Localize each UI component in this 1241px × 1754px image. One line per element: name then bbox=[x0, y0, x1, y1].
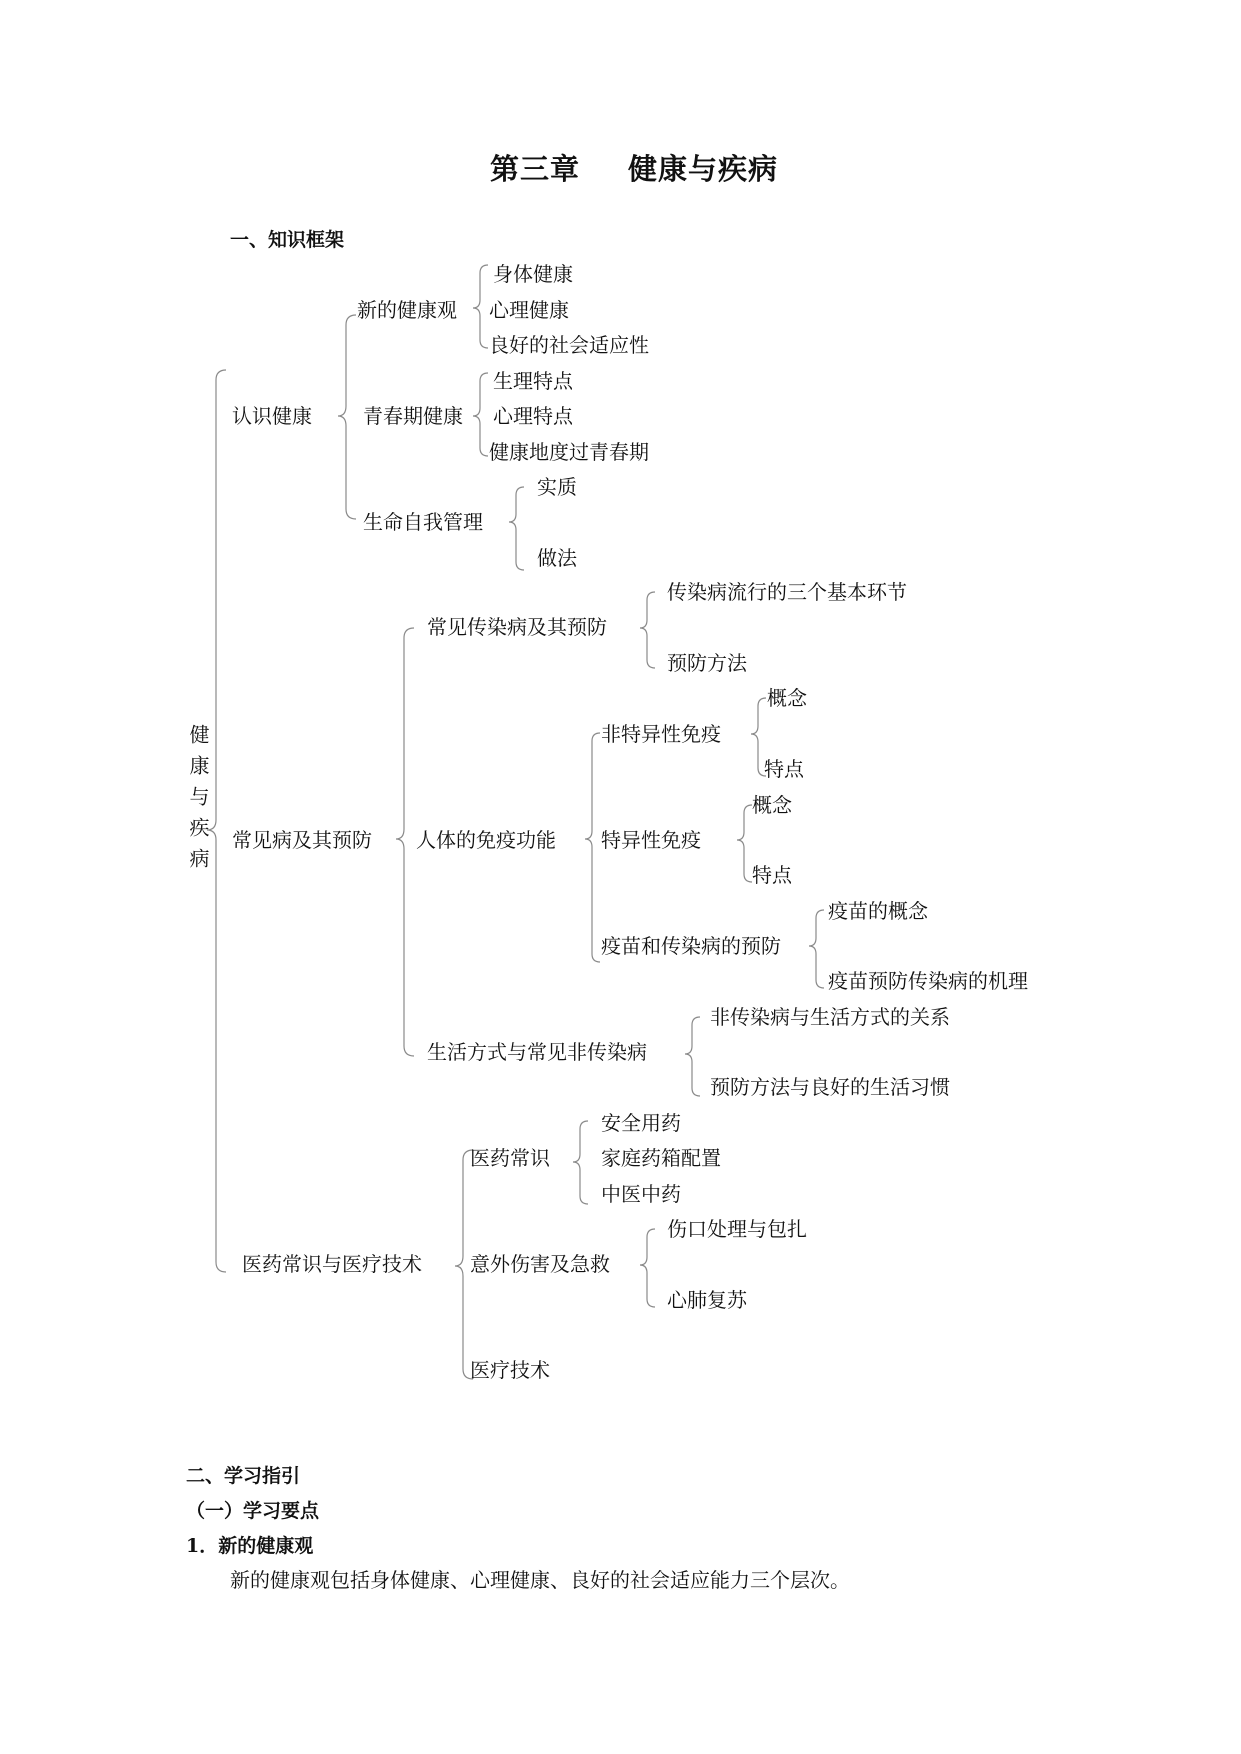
leaf-label: 概念 bbox=[752, 793, 792, 817]
brace-puberty bbox=[473, 373, 488, 456]
branch-label: 医药常识与医疗技术 bbox=[242, 1252, 422, 1276]
brace-medicine bbox=[573, 1121, 588, 1204]
node-label: 新的健康观 bbox=[357, 298, 457, 322]
brace-injury bbox=[640, 1229, 655, 1307]
point-body: 新的健康观包括身体健康、心理健康、良好的社会适应能力三个层次。 bbox=[230, 1568, 850, 1592]
node-label: 生命自我管理 bbox=[363, 510, 483, 534]
leaf-label: 概念 bbox=[767, 686, 807, 710]
leaf-label: 预防方法 bbox=[667, 651, 747, 675]
leaf-label: 疫苗的概念 bbox=[828, 899, 928, 923]
branch-label: 常见病及其预防 bbox=[232, 828, 372, 852]
brace-specific bbox=[737, 805, 752, 882]
leaf-label: 实质 bbox=[537, 475, 577, 499]
chapter-title: 健康与疾病 bbox=[628, 152, 779, 186]
leaf-label: 传染病流行的三个基本环节 bbox=[667, 580, 907, 604]
leaf-label: 预防方法与良好的生活习惯 bbox=[710, 1075, 950, 1099]
brace-infectious bbox=[640, 592, 655, 668]
brace-branch1 bbox=[338, 315, 356, 519]
leaf-label: 生理特点 bbox=[493, 369, 573, 393]
brace-lifestyle bbox=[685, 1017, 700, 1096]
node-label: 常见传染病及其预防 bbox=[427, 615, 607, 639]
leaf-label: 身体健康 bbox=[493, 262, 573, 286]
leaf-label: 心理健康 bbox=[489, 298, 569, 322]
node-label: 特异性免疫 bbox=[601, 828, 701, 852]
leaf-label: 疫苗预防传染病的机理 bbox=[828, 969, 1028, 993]
leaf-label: 伤口处理与包扎 bbox=[667, 1217, 807, 1241]
section-heading-guide: 二、学习指引 bbox=[186, 1465, 301, 1487]
brace-life bbox=[509, 487, 524, 570]
node-label: 人体的免疫功能 bbox=[416, 828, 556, 852]
brace-branch2 bbox=[396, 628, 414, 1056]
tree-root: 健康与疾病 bbox=[186, 724, 210, 879]
leaf-label: 良好的社会适应性 bbox=[489, 333, 649, 357]
leaf-label: 做法 bbox=[537, 546, 577, 570]
leaf-label: 心肺复苏 bbox=[667, 1288, 747, 1312]
subsection-heading: （一）学习要点 bbox=[186, 1500, 320, 1522]
brace-new-health bbox=[473, 265, 488, 348]
leaf-label: 健康地度过青春期 bbox=[489, 440, 649, 464]
brace-vaccine bbox=[809, 910, 824, 988]
leaf-label: 特点 bbox=[764, 757, 804, 781]
leaf-label: 非传染病与生活方式的关系 bbox=[710, 1005, 950, 1029]
node-label: 非特异性免疫 bbox=[601, 722, 721, 746]
leaf-label: 安全用药 bbox=[601, 1111, 681, 1135]
branch-label: 认识健康 bbox=[232, 404, 312, 428]
node-label: 医药常识 bbox=[470, 1146, 550, 1170]
leaf-label: 家庭药箱配置 bbox=[601, 1146, 721, 1170]
leaf-label: 特点 bbox=[752, 863, 792, 887]
node-label: 医疗技术 bbox=[470, 1358, 550, 1382]
node-label: 意外伤害及急救 bbox=[470, 1252, 610, 1276]
node-label: 青春期健康 bbox=[363, 404, 463, 428]
node-label: 生活方式与常见非传染病 bbox=[427, 1040, 647, 1064]
brace-immunity bbox=[585, 733, 600, 962]
leaf-label: 心理特点 bbox=[493, 404, 573, 428]
leaf-label: 中医中药 bbox=[601, 1182, 681, 1206]
chapter-number: 第三章 bbox=[490, 152, 581, 186]
node-label: 疫苗和传染病的预防 bbox=[601, 934, 781, 958]
point-heading: 1．新的健康观 bbox=[186, 1535, 314, 1557]
section-heading-framework: 一、知识框架 bbox=[230, 229, 345, 251]
